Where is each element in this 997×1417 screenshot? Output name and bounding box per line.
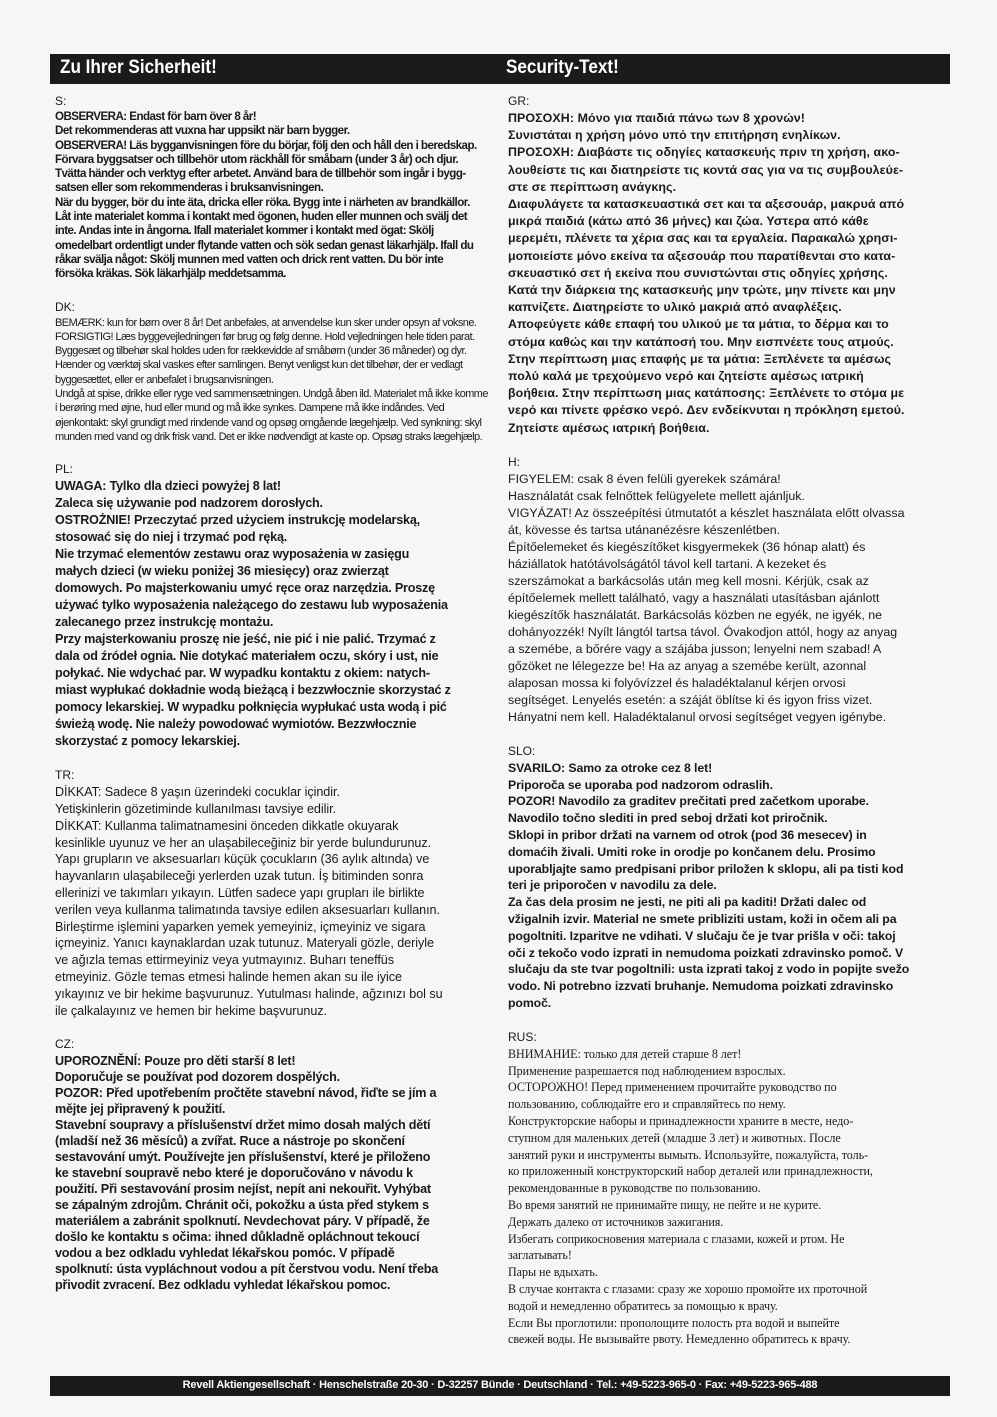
text-line: Doporučuje se používat pod dozorem dospělých. [55, 1070, 340, 1085]
text-line: ile çalkalayınız ve hemen bir hekime başvurunuz. [55, 1003, 328, 1018]
section-text [55, 316, 488, 445]
text-line: gőzöket ne lélegezze be! Ha az anyag a szemébe került, azonnal [508, 658, 867, 673]
section-code: RUS: [508, 1029, 537, 1044]
text-line: ОСТОРОЖНО! Перед применением прочитайте руководство по [508, 1080, 837, 1095]
text-line: ellerinizi ve takımları yıkayın. Lütfen sadece yapı grupları ile birlikte [55, 886, 425, 901]
section-text [508, 110, 943, 437]
text-line: OBSERVERA: Endast för barn över 8 år! [55, 110, 257, 123]
text-line: POZOR: Před upotřebením pročtěte stavební návod, řiďte se jím a [55, 1086, 437, 1101]
text-line: domaćih živali. Umiti roke in orodje po končanem delu. Prosimo [508, 844, 876, 859]
text-line: přivodit zvracení. Bez odkladu vyhledat lékařskou pomoc. [55, 1278, 391, 1293]
right-column [508, 94, 943, 1366]
text-line: miast wypłukać dokładnie wodą bieżącą i bezzwłocznie skorzystać z [55, 683, 451, 698]
text-line: Hænder og værktøj skal vaskes efter samlingen. Benyt venligst kun det tilbehør, der er vedlagt [55, 359, 463, 372]
section-text [55, 784, 488, 1019]
text-line: vodou a bez odkladu vyhledat lékařskou pomóc. V případě [55, 1246, 395, 1261]
text-line: (mladší než 36 měsíců) a zvířat. Ruce a nástroje po skončení [55, 1134, 405, 1149]
text-line: занятий руки и инструменты вымыть. Используйте, пожалуйста, толь- [508, 1147, 869, 1162]
section-code: PL: [55, 462, 74, 477]
section-text [508, 1046, 943, 1348]
section-text [508, 471, 943, 726]
text-line: spolknutí: ústa vypláchnout vodou a pít čerstvou vodu. Není třeba [55, 1262, 439, 1277]
text-line: VIGYÁZAT! Az összeépítési útmutatót a készlet használata előtt olvassa [508, 505, 905, 520]
section-code: GR: [508, 94, 530, 108]
text-line: στόμα καθώς και την κατάποσή του. Μην εισπνέετε τους ατμούς. [508, 334, 894, 349]
text-line: σκευαστικό σετ ή εκείνα που συνιστώνται στις οδηγίες χρήσης. [508, 265, 888, 280]
section-text [55, 110, 488, 282]
text-line: В случае контакта с глазами: сразу же хорошо промойте их проточной [508, 1281, 868, 1296]
text-line: došlo ke kontaktu s očima: ihned důkladně opláchnout tekoucí [55, 1230, 420, 1245]
text-line: Birleştirme işlemini yaparken yemek yemeyiniz, içmeyiniz ve sigara [55, 919, 426, 934]
text-line: inte. Andas inte in ångorna. Ifall materialet kommer i kontakt med ögat: Skölj [55, 224, 434, 238]
text-line: munden med vand og drik frisk vand. Det er ikke nødvendigt at kaste op. Opsøg straks lægehjælp. [55, 430, 483, 443]
text-line: Sklopi in pribor držati na varnem od otrok (pod 36 mesecev) in [508, 828, 867, 843]
text-line: uporabljajte samo predpisani pribor priložen k sklopu, ali pa tisti kod [508, 861, 904, 876]
text-line: segítséget. Lenyelés esetén: a száját öblítse ki és igyon friss vizet. [508, 692, 873, 707]
text-line: OSTROŻNIE! Przeczytać przed użyciem instrukcję modelarską, [55, 513, 420, 528]
text-line: slučaju da ste tvar pogoltnili: usta izprati takoj z vodo in popijte svežo [508, 962, 910, 977]
section-code: TR: [55, 768, 75, 783]
text-line: Yapı grupların ve aksesuarları küçük çocukların (36 aylık altında) ve [55, 852, 430, 867]
text-line: alaposan mossa ki folyóvízzel és haladéktalanul kérjen orvosi [508, 675, 846, 690]
text-line: ke stavební soupravě nebo které je doporučováno v návodu k [55, 1166, 413, 1181]
text-line: połykać. Nie wdychać par. W wypadku kontaktu z okiem: natych- [55, 666, 430, 681]
text-line: szerszámokat a barkácsolás után meg kell mosni. Kérjük, csak az [508, 573, 869, 588]
text-line: byggesættet, eller er anbefalet i brugsanvisningen. [55, 373, 274, 386]
text-line: stosować się do niej i trzymać pod ręką. [55, 530, 288, 545]
text-line: domowych. Po majsterkowaniu umyć ręce oraz narzędzia. Proszę [55, 581, 435, 596]
section-russian [508, 1030, 943, 1348]
text-line: sestavování umýt. Používejte jen příslušenství, které je přiloženo [55, 1150, 431, 1165]
section-swedish [55, 94, 488, 282]
section-code: DK: [55, 299, 76, 314]
text-line: Держать далеко от источников зажигания. [508, 1214, 724, 1229]
text-line: Если Вы проглотили: прополощите полость рта водой и выпейте [508, 1315, 840, 1330]
text-line: małych dzieci (w wieku poniżej 36 miesięcy) oraz zwierząt [55, 564, 389, 579]
text-line: POZOR! Navodilo za graditev prečitati pred začetkom uporabe. [508, 794, 869, 809]
text-line: Αποφεύγετε κάθε επαφή του υλικού με τα μάτια, το δέρμα και το [508, 317, 889, 332]
text-line: καπνίζετε. Διατηρείστε το υλικό μακριά από αναφλέξεις. [508, 300, 842, 315]
text-line: Przy majsterkowaniu proszę nie jeść, nie pić i nie palić. Trzymać z [55, 632, 436, 647]
text-line: ΠΡΟΣΟΧΗ: Μόνο για παιδιά πάνω των 8 χρονών! [508, 111, 806, 125]
text-line: DİKKAT: Kullanma talimatnamesini önceden dikkatle okuyarak [55, 818, 399, 833]
text-line: FIGYELEM: csak 8 éven felüli gyerekek számára! [508, 471, 781, 486]
text-line: pomoč. [508, 996, 552, 1011]
text-line: försöka kräkas. Sök läkarhjälp meddetsamma. [55, 267, 286, 281]
text-line: materiálem a zabránit spolknutí. Nevdechovat páry. V případě, že [55, 1214, 430, 1229]
text-line: νερό και πίνετε φρέσκο νερό. Δεν ενδείκνυται η πρόκληση εμετού. [508, 403, 905, 418]
text-line: UWAGA: Tylko dla dzieci powyżej 8 lat! [55, 479, 281, 494]
text-line: πολύ καλά με τρεχούμενο νερό και ζητείστε αμέσως ιατρική [508, 369, 864, 384]
text-line: ко приложенный конструкторский набор деталей или принадлежности, [508, 1164, 873, 1179]
section-turkish [55, 768, 488, 1019]
text-line: oči z tekočo vodo izprati in nemudoma poizkati zdravinsko pomoč. V [508, 945, 904, 960]
header-title-english: Security-Text! [506, 57, 619, 78]
text-line: пользованию, соблюдайте его и справляйтесь по нему. [508, 1097, 786, 1112]
text-line: použití. Při sestavování prosim nejíst, nepít ani nekouřit. Vyhýbat [55, 1182, 431, 1197]
text-line: etmeyiniz. Gözle temas etmesi halinde hemen akan su ile iyice [55, 970, 402, 984]
section-text [55, 1053, 488, 1293]
text-line: skorzystać z pomocy lekarskiej. [55, 734, 240, 749]
section-code: CZ: [55, 1037, 75, 1052]
text-line: μοποιείστε μόνο εκείνα τα αξεσουάρ που παρατίθενται στο κατα- [508, 248, 896, 263]
text-line: Конструкторские наборы и принадлежности храните в месте, недо- [508, 1114, 854, 1128]
text-line: kesinlikle uyunuz ve her an ulaşabileceğiniz bir yerde bulundurunuz. [55, 835, 432, 850]
text-line: Hányatni nem kell. Haladéktalanul orvosi segítséget vegyen igénybe. [508, 709, 887, 724]
text-line: kiegészítők használatát. Barkácsolás közben ne egyék, ne igyék, ne [508, 607, 883, 622]
section-greek [508, 94, 943, 437]
text-line: στε σε περίπτωση ανάγκης. [508, 179, 677, 194]
text-line: Priporoča se uporaba pod nadzorom odraslih. [508, 777, 773, 792]
text-line: Διαφυλάγετε τα κατασκευαστικά σετ και τα αξεσουάρ, μακρυά από [508, 197, 905, 212]
text-line: ступном для маленьких детей (младше 3 лет) и животных. После [508, 1130, 841, 1145]
footer-bar [50, 1376, 950, 1396]
section-slovenian [508, 744, 943, 1012]
section-code: S: [55, 94, 67, 108]
text-line: építőelemek mellett található, vagy a használati utasításban ajánlott [508, 590, 880, 605]
text-line: μερεμέτι, πλένετε τα χέρια σας και τα εργαλεία. Παρακαλώ χρησι- [508, 231, 898, 246]
text-line: zalecanego przez instrukcję montażu. [55, 615, 274, 630]
text-line: рекомендованные в руководстве по пользованию. [508, 1181, 761, 1196]
section-czech [55, 1037, 488, 1293]
text-line: μικρά παιδιά (κάτω από 36 μήνες) και ζώα. Υστερα από κάθε [508, 214, 869, 229]
text-line: pogoltniti. Izparitve ne vdihati. V slučaju če je tvar prišla v oči: takoj [508, 928, 896, 943]
text-line: Избегать соприкосновения материала с глазами, кожей и ртом. Не [508, 1231, 845, 1246]
text-line: Συνιστάται η χρήση μόνο υπό την επιτήρηση ενηλίκων. [508, 128, 841, 143]
text-line: Építőelemeket és kiegészítőket kisgyermekek (36 hónap alatt) és [508, 539, 866, 554]
text-line: Byggesæt og tilbehør skal holdes uden for rækkevidde af småbørn (under 36 måneder) og dyr. [55, 345, 467, 358]
text-line: βοήθεια. Στην περίπτωση μιας κατάποσης: Ξεπλένετε το στόμα με [508, 386, 905, 401]
text-line: Применение разрешается под наблюдением взрослых. [508, 1063, 786, 1078]
text-line: водой и немедленно обратитесь за помощью к врачу. [508, 1298, 778, 1313]
text-line: När du bygger, bör du inte äta, dricka eller röka. Bygg inte i närheten av brandkällor. [55, 195, 470, 209]
text-line: teri je priporočen v navodilu za dele. [508, 878, 717, 893]
text-line: ve ağızla temas ettirmeyiniz veya yutmayınız. Buharı teneffüs [55, 953, 395, 968]
text-line: Za čas dela prosim ne jesti, ne piti ali pa kaditi! Držati dalec od [508, 895, 867, 910]
text-line: SVARILO: Samo za otroke cez 8 let! [508, 760, 713, 775]
section-code: SLO: [508, 743, 536, 758]
text-line: DİKKAT: Sadece 8 yaşın üzerindeki cocuklar içindir. [55, 785, 340, 800]
text-line: Det rekommenderas att vuxna har uppsikt när barn bygger. [55, 124, 350, 138]
text-line: Låt inte materialet komma i kontakt med ögonen, huden eller munnen och svälj det [55, 210, 468, 224]
text-line: Во время занятий не принимайте пищу, не пейте и не курите. [508, 1197, 822, 1212]
text-line: λουθείστε τις και διατηρείστε τις κοντά σας για να τις συμβουλεύε- [508, 162, 904, 177]
text-line: yıkayınız ve bir hekime başvurunuz. Yutulması halinde, ağzınızı bol su [55, 986, 443, 1001]
text-line: ВНИМАНИЕ: только для детей старше 8 лет! [508, 1046, 742, 1061]
text-line: a szemébe, a bőrére vagy a szájába jusson; lenyelni nem szabad! A [508, 641, 882, 656]
text-line: vodo. Ni potrebno izzvati bruhanje. Nemudoma poizkati zdravinsko [508, 979, 894, 994]
header-bar [50, 54, 950, 84]
section-danish [55, 300, 488, 445]
text-line: verilen veya kullanma talimatında tavsiye edilen aksesuarları kullanın. [55, 902, 440, 917]
text-line: ΠΡΟΣΟΧΗ: Διαβάστε τις οδηγίες κατασκευής πριν τη χρήση, ακο- [508, 145, 900, 160]
section-text [55, 478, 488, 750]
text-line: Nie trzymać elementów zestawu oraz wyposażenia w zasięgu [55, 547, 410, 562]
text-line: mějte jej připravený k použití. [55, 1102, 226, 1117]
text-line: dala od źródeł ognia. Nie dotykać materiałem oczu, skóry i ust, nie [55, 649, 439, 664]
text-line: свежей воды. Не вызывайте рвоту. Немедленно обратитесь к врачу. [508, 1332, 851, 1347]
text-line: át, kövesse és tartsa utánanézésre készenlétben. [508, 522, 781, 537]
header-title-german: Zu Ihrer Sicherheit! [60, 57, 217, 78]
section-polish [55, 462, 488, 750]
text-line: øjenkontakt: skyl grundigt med rindende vand og opsøg omgående lægehjælp. Ved synkning: skyl [55, 416, 482, 429]
text-line: świeżą wodę. Nie należy powodować wymiotów. Bezzwłocznie [55, 717, 417, 732]
text-line: Пары не вдыхать. [508, 1265, 598, 1280]
text-line: Ζητείστε αμέσως ιατρική βοήθεια. [508, 420, 710, 435]
text-line: Κατά την διάρκεια της κατασκευής μην τρώτε, μην πίνετε και μην [508, 283, 896, 298]
section-text [508, 760, 943, 1012]
section-code: H: [508, 454, 520, 469]
text-line: Förvara byggsatser och tillbehör utom räckhåll för småbarn (under 3 år) och djur. [55, 152, 459, 166]
text-line: Στην περίπτωση μιας επαφής με τα μάτια: Ξεπλένετε τα αμέσως [508, 351, 892, 366]
text-line: háziállatok hatótávolságától távol kell tartani. A kezeket és [508, 556, 827, 571]
text-line: Zaleca się używanie pod nadzorem dorosłych. [55, 496, 323, 511]
text-line: Tvätta händer och verktyg efter arbetet. Använd bara de tillbehör som ingår i bygg- [55, 167, 466, 181]
text-line: UPOROZNĚNÍ: Pouze pro děti starší 8 let! [55, 1054, 296, 1069]
text-line: Használatát csak felnőttek felügyelete mellett ajánljuk. [508, 488, 805, 503]
footer-address: Revell Aktiengesellschaft · Henschelstraße 20-30 · D-32257 Bünde · Deutschland · Tel.: +49-5223-965-0 · Fax: +49-5223-965-488 [182, 1379, 818, 1391]
text-line: Stavební soupravy a příslušenství držet mimo dosah malých dětí [55, 1118, 431, 1133]
text-line: używać tylko wyposażenia należącego do zestawu lub wyposażenia [55, 598, 448, 613]
text-line: hayvanların ulaşabileceği yerlerden uzak tutun. İş bitiminden sonra [55, 869, 424, 884]
text-line: OBSERVERA! Läs bygganvisningen före du börjar, följ den och håll den i beredskap. [55, 138, 477, 152]
text-line: Navodilo točno slediti in pred seboj držati kot priročnik. [508, 811, 828, 826]
text-line: satsen eller som rekommenderas i bruksanvisningen. [55, 181, 324, 195]
section-hungarian [508, 455, 943, 726]
text-line: se zápalným zdrojům. Chránit oči, pokožku a ústa před stykem s [55, 1198, 429, 1213]
left-column [55, 94, 488, 1311]
text-line: içmeyiniz. Yanıcı kaynaklardan uzak tutunuz. Materyali gözle, deriyle [55, 936, 434, 951]
text-line: i berøring med øjne, hud eller mund og må ikke synkes. Dampene må ikke indåndes. Ved [55, 402, 445, 415]
text-line: pomocy lekarskiej. W wypadku połknięcia wypłukać usta wodą i pić [55, 700, 447, 715]
text-line: заглатывать! [508, 1248, 572, 1263]
text-line: råkar svälja något: Skölj munnen med vatten och drick rent vatten. Du bör inte [55, 252, 444, 266]
text-line: Undgå at spise, drikke eller ryge ved sammensætningen. Undgå åben ild. Materialet må ikke komme [55, 388, 488, 401]
text-line: vžigalnih izvir. Material ne smete pribliziti ustam, koži in očem ali pa [508, 912, 897, 927]
text-line: FORSIGTIG! Læs byggevejledningen før brug og følg denne. Hold vejledningen hele tiden parat. [55, 330, 475, 343]
text-line: BEMÆRK: kun for børn over 8 år! Det anbefales, at anvendelse kun sker under opsyn af voksne. [55, 316, 477, 329]
text-line: Yetişkinlerin gözetiminde kullanılması tavsiye edilir. [55, 802, 337, 817]
text-line: omedelbart ordentligt under flytande vatten och sök sedan genast läkarhjälp. Ifall du [55, 238, 474, 252]
text-line: dohányozzék! Nyílt lángtól tartsa távol. Óvakodjon attól, hogy az anyag [508, 624, 898, 639]
